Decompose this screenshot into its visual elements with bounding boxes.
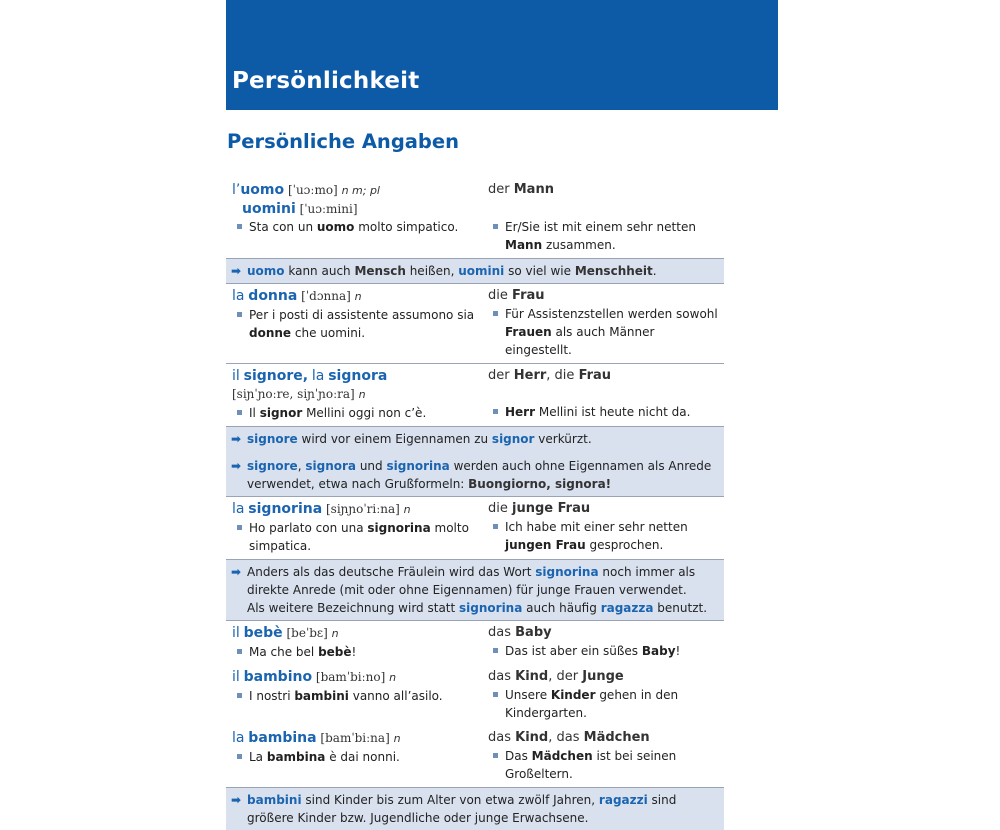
section-title: Persönliche Angaben bbox=[227, 130, 460, 153]
bullet-icon bbox=[237, 525, 242, 530]
example-it: La bambina è dai nonni. bbox=[232, 748, 478, 766]
example-it: Il signor Mellini oggi non c’è. bbox=[232, 404, 478, 422]
translation: junge Frau bbox=[512, 501, 591, 516]
bullet-icon bbox=[237, 649, 242, 654]
translation: Herr bbox=[513, 368, 547, 383]
translation-article: der bbox=[488, 182, 510, 197]
example-de: Er/Sie ist mit einem sehr netten Mann zusammen. bbox=[488, 218, 724, 254]
example-it: Sta con un uomo molto simpatico. bbox=[232, 218, 478, 236]
example-de: Für Assistenzstellen werden sowohl Frauen als auch Männer eingestellt. bbox=[488, 305, 724, 359]
translation-article: das bbox=[488, 730, 511, 745]
chapter-title: Persönlichkeit bbox=[232, 68, 420, 94]
bullet-icon bbox=[493, 692, 498, 697]
pronunciation: [ˈdɔnna] bbox=[301, 289, 351, 303]
headword: signore, bbox=[243, 368, 309, 384]
translation-article: der bbox=[488, 368, 510, 383]
headword: bambino bbox=[243, 669, 313, 685]
arrow-right-icon: ➡ bbox=[231, 432, 242, 446]
bullet-icon bbox=[493, 648, 498, 653]
bullet-icon bbox=[237, 754, 242, 759]
article: la bbox=[232, 288, 245, 304]
article: l’ bbox=[232, 182, 241, 198]
grammar-info: n bbox=[389, 671, 397, 684]
bullet-icon bbox=[493, 524, 498, 529]
example-de: Ich habe mit einer sehr netten jungen Frau gesprochen. bbox=[488, 518, 724, 554]
bullet-icon bbox=[493, 753, 498, 758]
usage-note: ➡ signore wird vor einem Eigennamen zu signor verkürzt. bbox=[226, 426, 724, 451]
entry-list bbox=[226, 178, 724, 830]
entry-donna bbox=[226, 283, 724, 363]
bullet-icon bbox=[237, 224, 242, 229]
entry-uomo bbox=[226, 178, 724, 258]
translation-article: das bbox=[488, 669, 511, 684]
arrow-right-icon: ➡ bbox=[231, 459, 242, 473]
bullet-icon bbox=[237, 312, 242, 317]
pronunciation: [siɲɲoˈriːna] bbox=[325, 502, 400, 516]
translation: Kind bbox=[515, 730, 549, 745]
translation: Frau bbox=[512, 288, 545, 303]
grammar-info: n bbox=[354, 290, 362, 303]
grammar-info: n bbox=[358, 388, 366, 401]
usage-note: ➡ signore, signora und signorina werden auch ohne Eigennamen als Anrede verwendet, etwa nach Grußformeln: Buongiorno, signora! bbox=[226, 451, 724, 496]
grammar-info: n bbox=[393, 732, 401, 745]
article: il bbox=[232, 625, 240, 641]
grammar-info: n bbox=[403, 503, 411, 516]
translation-article: das bbox=[488, 625, 511, 640]
arrow-right-icon: ➡ bbox=[231, 264, 242, 278]
example-it: I nostri bambini vanno all’asilo. bbox=[232, 687, 478, 705]
plural-pronunciation: [ˈuɔːmini] bbox=[299, 202, 358, 216]
headword: bebè bbox=[243, 625, 283, 641]
chapter-banner bbox=[226, 0, 778, 110]
article-2: la bbox=[311, 368, 325, 384]
translation: Kind bbox=[515, 669, 549, 684]
example-it: Per i posti di assistente assumono sia donne che uomini. bbox=[232, 306, 478, 342]
headword: uomo bbox=[240, 182, 285, 198]
article: il bbox=[232, 368, 240, 384]
translation-2: Junge bbox=[582, 669, 624, 684]
headword-2: signora bbox=[328, 368, 388, 384]
bullet-icon bbox=[493, 224, 498, 229]
article: la bbox=[232, 501, 245, 517]
example-it: Ma che bel bebè! bbox=[232, 643, 478, 661]
entry-bambino: il bambino [bamˈbiːno] n I nostri bambini vanno all’asilo. das Kind, der Junge Unsere Kinder gehen in den Kindergarten. bbox=[226, 665, 724, 726]
translation-article: die bbox=[488, 288, 508, 303]
translation: Baby bbox=[515, 625, 552, 640]
example-de: Herr Mellini ist heute nicht da. bbox=[488, 403, 724, 421]
usage-note: ➡ uomo kann auch Mensch heißen, uomini so viel wie Menschheit. bbox=[226, 258, 724, 283]
bullet-icon bbox=[237, 693, 242, 698]
headword: signorina bbox=[248, 501, 323, 517]
article: il bbox=[232, 669, 240, 685]
example-de: Unsere Kinder gehen in den Kindergarten. bbox=[488, 686, 724, 722]
usage-note: ➡ bambini sind Kinder bis zum Alter von etwa zwölf Jahren, ragazzi sind größere Kinder bzw. Jugendliche oder junge Erwachsene. bbox=[226, 787, 724, 830]
pronunciation: [bamˈbiːno] bbox=[315, 670, 386, 684]
arrow-right-icon: ➡ bbox=[231, 565, 242, 579]
example-de: Das ist aber ein süßes Baby! bbox=[488, 642, 724, 660]
article: la bbox=[232, 730, 245, 746]
grammar-info: n bbox=[331, 627, 339, 640]
translation-2: Mädchen bbox=[583, 730, 650, 745]
arrow-right-icon: ➡ bbox=[231, 793, 242, 807]
translation: Mann bbox=[513, 182, 554, 197]
example-de: Das Mädchen ist bei seinen Großeltern. bbox=[488, 747, 724, 783]
entry-signore: il signore, la signora [siɲˈɲoːre, siɲˈɲoːra] n Il signor Mellini oggi non c’è. der Herr, die Frau Herr Mellini ist heute nicht da. bbox=[226, 363, 724, 426]
translation-article: die bbox=[488, 501, 508, 516]
bullet-icon bbox=[237, 410, 242, 415]
pronunciation: [siɲˈɲoːre, siɲˈɲoːra] bbox=[232, 387, 355, 401]
example-it: Ho parlato con una signorina molto simpatica. bbox=[232, 519, 478, 555]
pronunciation: [bamˈbiːna] bbox=[320, 731, 390, 745]
bullet-icon bbox=[493, 311, 498, 316]
grammar-info: n m; pl bbox=[341, 184, 380, 197]
translation-2: Frau bbox=[578, 368, 612, 383]
headword: bambina bbox=[248, 730, 317, 746]
pronunciation: [beˈbɛ] bbox=[286, 626, 328, 640]
plural-form: uomini bbox=[242, 201, 296, 217]
headword: donna bbox=[248, 288, 298, 304]
pronunciation: [ˈuɔːmo] bbox=[287, 183, 338, 197]
entry-bambina: la bambina [bamˈbiːna] n La bambina è dai nonni. das Kind, das Mädchen Das Mädchen ist bei seinen Großeltern. bbox=[226, 726, 724, 787]
entry-signorina bbox=[226, 496, 724, 559]
entry-bebe bbox=[226, 620, 724, 665]
bullet-icon bbox=[493, 409, 498, 414]
usage-note: ➡ Anders als das deutsche Fräulein wird das Wort signorina noch immer als direkte Anrede (mit oder ohne Eigennamen) für junge Frauen verwendet. Als weitere Bezeichnung wird statt signorina auch häufig ragazza benutzt. bbox=[226, 559, 724, 620]
dictionary-page bbox=[226, 0, 778, 825]
